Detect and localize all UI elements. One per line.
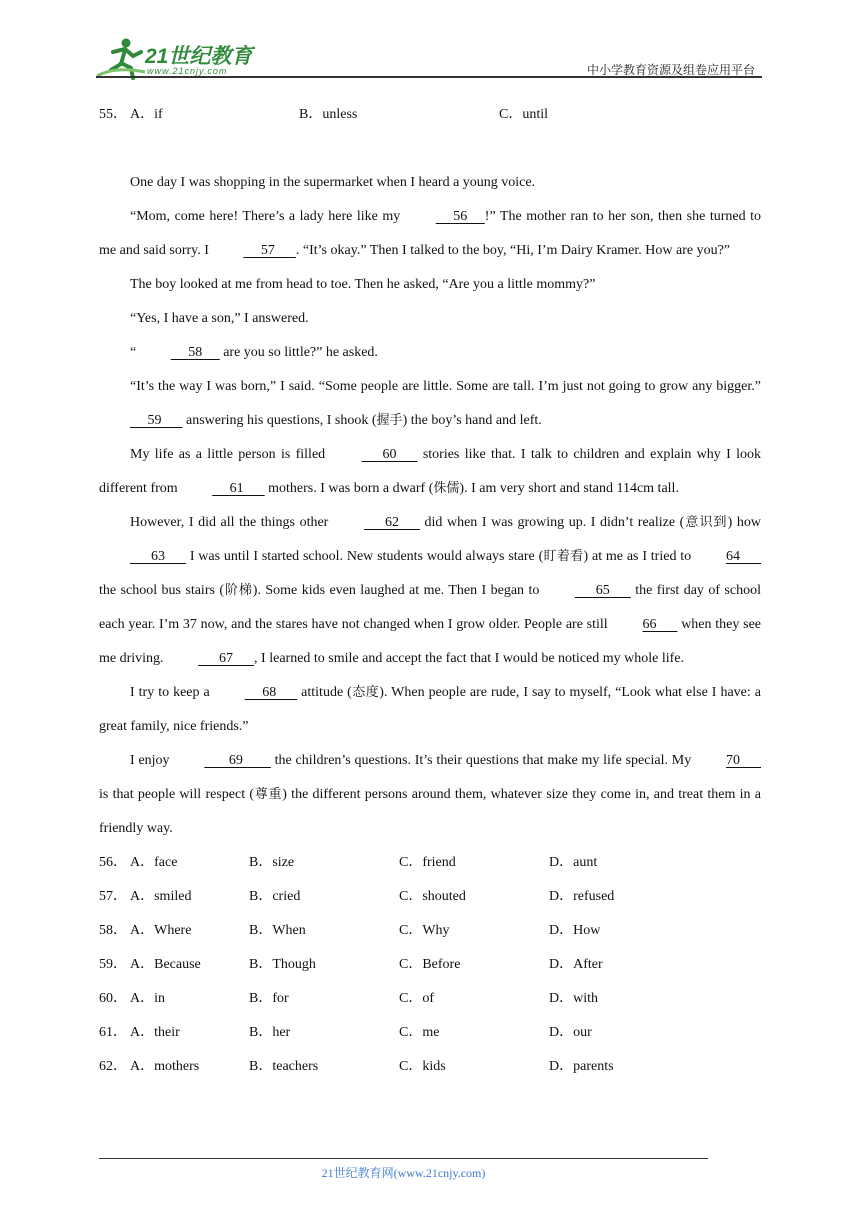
option-b: B．for [249, 991, 289, 1006]
question-options-row [99, 880, 761, 914]
passage-paragraph-7 [99, 438, 761, 506]
header-tagline: 中小学教育资源及组卷应用平台 [586, 63, 755, 77]
chinese-gloss: 握手 [376, 413, 403, 428]
question-options-row [99, 846, 761, 880]
passage-paragraph-1 [99, 166, 761, 200]
chinese-gloss: 侏儒 [433, 481, 460, 496]
blank-60: 60 [361, 447, 418, 462]
passage-paragraph-10 [99, 744, 761, 846]
question-options-row [99, 914, 761, 948]
option-b: B．unless [299, 107, 358, 122]
option-c: C．me [399, 1025, 440, 1040]
question-number: 61． [99, 1025, 127, 1040]
paragraph-text: ). Some kids even laughed at me. Then I began to [252, 583, 544, 598]
option-a: A．Because [130, 957, 201, 972]
option-b: B．When [249, 923, 306, 938]
option-a: A．smiled [130, 889, 192, 904]
paragraph-text: ). I am very short and stand 114cm tall. [459, 481, 679, 496]
option-b: B．teachers [249, 1059, 319, 1074]
paragraph-text: , I learned to smile and accept the fact that I would be noticed my whole life. [254, 651, 684, 666]
question-number: 57． [99, 889, 127, 904]
logo-text: 21世纪教育 [145, 45, 253, 68]
paragraph-text: “Mom, come here! There’s a lady here like my [130, 209, 405, 224]
blank-69: 69 [204, 753, 271, 768]
paragraph-text: did when I was growing up. I didn’t realize ( [419, 515, 685, 530]
blank-66: 66 [642, 617, 678, 632]
question-number: 58． [99, 923, 127, 938]
option-a: A．in [130, 991, 165, 1006]
option-a: A．Where [130, 923, 192, 938]
paragraph-text: ) at me as I tried to [583, 549, 695, 564]
option-d: D．refused [549, 889, 615, 904]
paragraph-text: ). When people are rude, I say to myself, “Look what else I have: a great family, nice friends.” [99, 685, 761, 734]
blank-56: 56 [435, 209, 485, 224]
paragraph-text: are you so little?” he asked. [219, 345, 378, 360]
question-options-row [99, 948, 761, 982]
site-logo [95, 36, 265, 80]
option-c: C．Before [399, 957, 461, 972]
passage-paragraph-8 [99, 506, 761, 676]
option-d: D．our [549, 1025, 592, 1040]
paragraph-text: mothers. I was born a dwarf ( [264, 481, 434, 496]
paragraph-text: “Yes, I have a son,” I answered. [130, 311, 309, 326]
question-number: 55． [99, 107, 127, 122]
passage-paragraph-6 [99, 370, 761, 438]
question-number: 59． [99, 957, 127, 972]
paragraph-text: the first day of school each year. I’m 37 now, and the stares have not changed when I grow older. People are still [99, 583, 761, 632]
paragraph-text: ) the different persons around them, whatever size they come in, and treat them in a friendly way. [99, 787, 761, 836]
option-c: C．friend [399, 855, 456, 870]
paragraph-text: answering his questions, I shook ( [182, 413, 377, 428]
option-c: C．kids [399, 1059, 446, 1074]
page-header [95, 30, 762, 80]
option-a: A．their [130, 1025, 180, 1040]
blank-58: 58 [170, 345, 220, 360]
option-d: D．How [549, 923, 601, 938]
paragraph-text: is that people will respect ( [99, 787, 254, 802]
passage-paragraph-2 [99, 200, 761, 268]
spacer [99, 132, 761, 166]
option-a: A．face [130, 855, 178, 870]
paragraph-text: However, I did all the things other [130, 515, 333, 530]
option-b: B．cried [249, 889, 301, 904]
option-a: A．if [130, 107, 163, 122]
option-b: B．size [249, 855, 295, 870]
passage-paragraph-9 [99, 676, 761, 744]
document-content [99, 98, 761, 1084]
paragraph-text: “ [130, 345, 140, 360]
option-d: D．aunt [549, 855, 598, 870]
option-a: A．mothers [130, 1059, 200, 1074]
paragraph-text: I was until I started school. New students would always stare ( [186, 549, 544, 564]
passage-paragraph-3 [99, 268, 761, 302]
page-footer: 21世纪教育网(www.21cnjy.com) [321, 1166, 486, 1180]
passage-paragraph-5 [99, 336, 761, 370]
option-b: B．her [249, 1025, 291, 1040]
option-c: C．shouted [399, 889, 466, 904]
paragraph-text: stories like that. I talk to children and explain why I look different from [99, 447, 761, 496]
chinese-gloss: 阶梯 [224, 583, 253, 598]
chinese-gloss: 盯着看 [543, 549, 584, 564]
question-number: 60． [99, 991, 127, 1006]
paragraph-text: “It’s the way I was born,” I said. “Some people are little. Some are tall. I’m just not going to grow any bigger.” [130, 379, 761, 394]
blank-62: 62 [363, 515, 420, 530]
chinese-gloss: 态度 [351, 685, 380, 700]
option-d: D．parents [549, 1059, 614, 1074]
question-options-row [99, 1016, 761, 1050]
option-b: B．Though [249, 957, 316, 972]
blank-67: 67 [198, 651, 255, 666]
paragraph-text: I try to keep a [130, 685, 214, 700]
blank-70: 70 [726, 753, 761, 768]
question-options-row [99, 1050, 761, 1084]
paragraph-text: attitude ( [297, 685, 352, 700]
chinese-gloss: 尊重 [254, 787, 283, 802]
option-c: C．Why [399, 923, 450, 938]
blank-61: 61 [212, 481, 265, 496]
paragraph-text: One day I was shopping in the supermarket when I heard a young voice. [130, 175, 536, 190]
blank-64: 64 [725, 549, 761, 564]
paragraph-text: ) how [727, 515, 761, 530]
paragraph-text: the school bus stairs ( [99, 583, 225, 598]
paragraph-text: I enjoy [130, 753, 174, 768]
blank-63: 63 [130, 549, 186, 564]
answer-options-list [99, 846, 761, 1084]
blank-59: 59 [130, 413, 183, 428]
passage-paragraph-4 [99, 302, 761, 336]
question-options-row [99, 982, 761, 1016]
paragraph-text: !” The mother ran to her son, then she turned to me and said sorry. I [99, 209, 761, 258]
question-number: 56． [99, 855, 127, 870]
option-d: D．After [549, 957, 603, 972]
blank-68: 68 [244, 685, 298, 700]
blank-65: 65 [574, 583, 631, 598]
option-c: C．until [499, 107, 549, 122]
paragraph-text: when they see me driving. [99, 617, 762, 666]
chinese-gloss: 意识到 [684, 515, 728, 530]
paragraph-text: the children’s questions. It’s their questions that make my life special. My [270, 753, 695, 768]
paragraph-text: My life as a little person is filled [130, 447, 331, 462]
paragraph-text: . “It’s okay.” Then I talked to the boy, “Hi, I’m Dairy Kramer. How are you?” [295, 243, 731, 258]
option-d: D．with [549, 991, 598, 1006]
header-divider [96, 76, 762, 78]
option-c: C．of [399, 991, 434, 1006]
logo-url: www.21cnjy.com [147, 66, 228, 76]
paragraph-text: ) the boy’s hand and left. [402, 413, 542, 428]
question-55-options [99, 98, 761, 132]
blank-57: 57 [243, 243, 296, 258]
footer-divider [99, 1158, 708, 1159]
paragraph-text: The boy looked at me from head to toe. Then he asked, “Are you a little mommy?” [130, 277, 596, 292]
question-number: 62． [99, 1059, 127, 1074]
